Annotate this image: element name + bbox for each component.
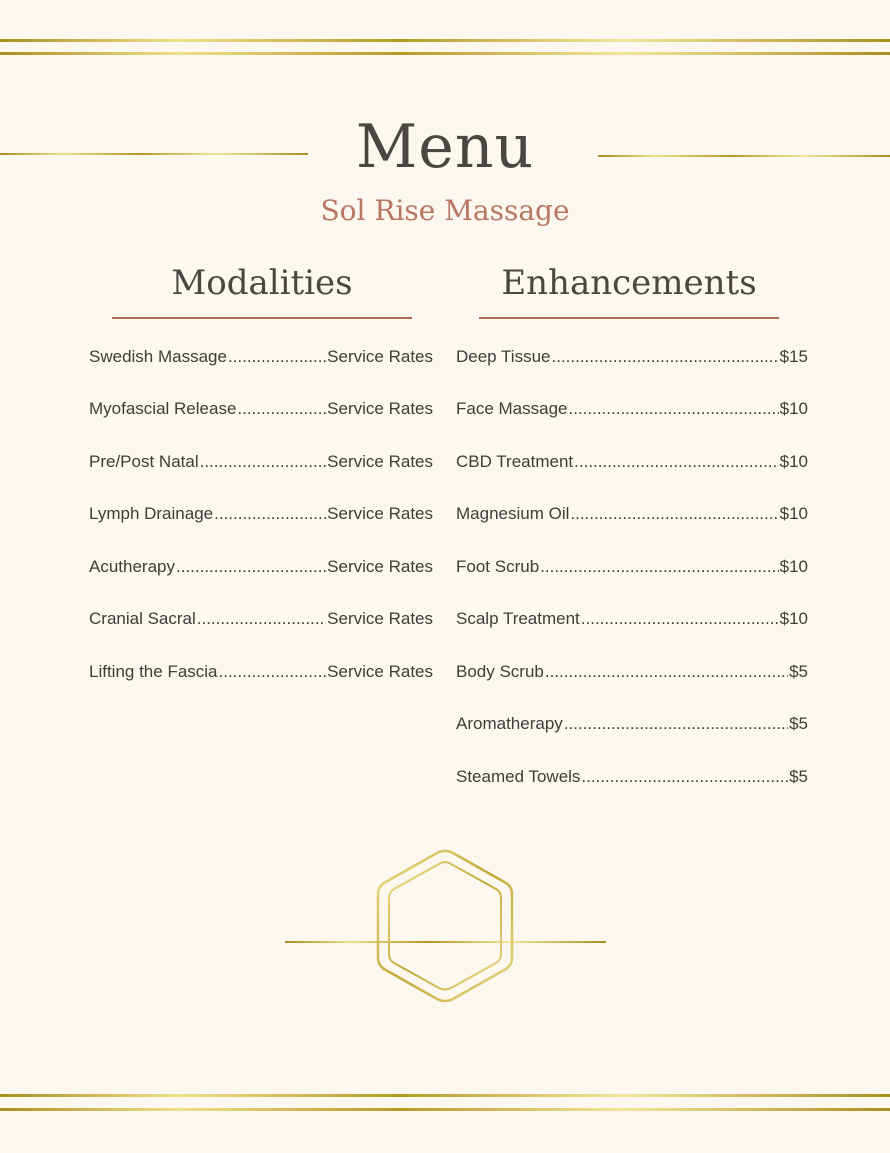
leader-dots: [545, 662, 788, 682]
item-price: Service Rates: [327, 504, 433, 523]
list-item: [456, 557, 808, 577]
leader-dots: [574, 452, 778, 472]
item-name: Myofascial Release: [89, 399, 237, 418]
leader-dots: [569, 399, 779, 419]
item-price: $5: [789, 767, 808, 786]
leader-dots: [570, 504, 778, 524]
leader-dots: [552, 347, 779, 367]
leader-dots: [237, 399, 326, 419]
item-name: Deep Tissue: [456, 347, 551, 366]
item-price: Service Rates: [327, 399, 433, 418]
list-item: [456, 662, 808, 682]
item-price: $10: [779, 504, 808, 523]
item-price: $5: [789, 662, 808, 681]
bottom-border-line-1: [0, 1094, 890, 1097]
list-item: [456, 609, 808, 629]
item-name: Pre/Post Natal: [89, 452, 199, 471]
leader-dots: [581, 609, 779, 629]
leader-dots: [581, 767, 788, 787]
item-name: Foot Scrub: [456, 557, 540, 576]
item-name: Cranial Sacral: [89, 609, 196, 628]
list-item: [89, 504, 433, 524]
item-name: Lymph Drainage: [89, 504, 214, 523]
item-name: Face Massage: [456, 399, 568, 418]
item-price: $10: [779, 557, 808, 576]
item-name: Lifting the Fascia: [89, 662, 218, 681]
item-price: Service Rates: [327, 347, 433, 366]
list-item: [456, 767, 808, 787]
item-name: Aromatherapy: [456, 714, 563, 733]
leader-dots: [176, 557, 326, 577]
leader-dots: [228, 347, 326, 367]
item-price: $15: [779, 347, 808, 366]
list-item: [456, 347, 808, 367]
list-item: [89, 452, 433, 472]
item-name: Acutherapy: [89, 557, 175, 576]
item-price: Service Rates: [327, 557, 433, 576]
item-price: $10: [779, 399, 808, 418]
leader-dots: [219, 662, 327, 682]
top-border-line-1: [0, 39, 890, 42]
double-hexagon-icon: [370, 846, 520, 1006]
list-item: [89, 662, 433, 682]
item-price: Service Rates: [327, 609, 433, 628]
item-name: Swedish Massage: [89, 347, 227, 366]
enhancements-heading: Enhancements: [501, 263, 757, 303]
item-price: Service Rates: [327, 662, 433, 681]
item-price: Service Rates: [327, 452, 433, 471]
list-item: [456, 504, 808, 524]
bottom-border-line-2: [0, 1108, 890, 1111]
leader-dots: [540, 557, 778, 577]
list-item: [456, 452, 808, 472]
top-border-line-2: [0, 52, 890, 55]
item-name: Body Scrub: [456, 662, 544, 681]
modalities-underline: [112, 317, 412, 319]
page-subtitle: Sol Rise Massage: [320, 194, 570, 227]
leader-dots: [200, 452, 327, 472]
list-item: [89, 399, 433, 419]
list-item: [456, 399, 808, 419]
list-item: [456, 714, 808, 734]
list-item: [89, 609, 433, 629]
item-price: $10: [779, 452, 808, 471]
modalities-heading: Modalities: [171, 263, 353, 303]
page-title: Menu: [355, 112, 535, 182]
item-name: CBD Treatment: [456, 452, 574, 471]
item-name: Magnesium Oil: [456, 504, 570, 523]
item-name: Steamed Towels: [456, 767, 581, 786]
leader-dots: [197, 609, 326, 629]
enhancements-underline: [479, 317, 779, 319]
item-price: $5: [789, 714, 808, 733]
item-price: $10: [779, 609, 808, 628]
list-item: [89, 347, 433, 367]
leader-dots: [214, 504, 326, 524]
list-item: [89, 557, 433, 577]
item-name: Scalp Treatment: [456, 609, 580, 628]
leader-dots: [564, 714, 788, 734]
